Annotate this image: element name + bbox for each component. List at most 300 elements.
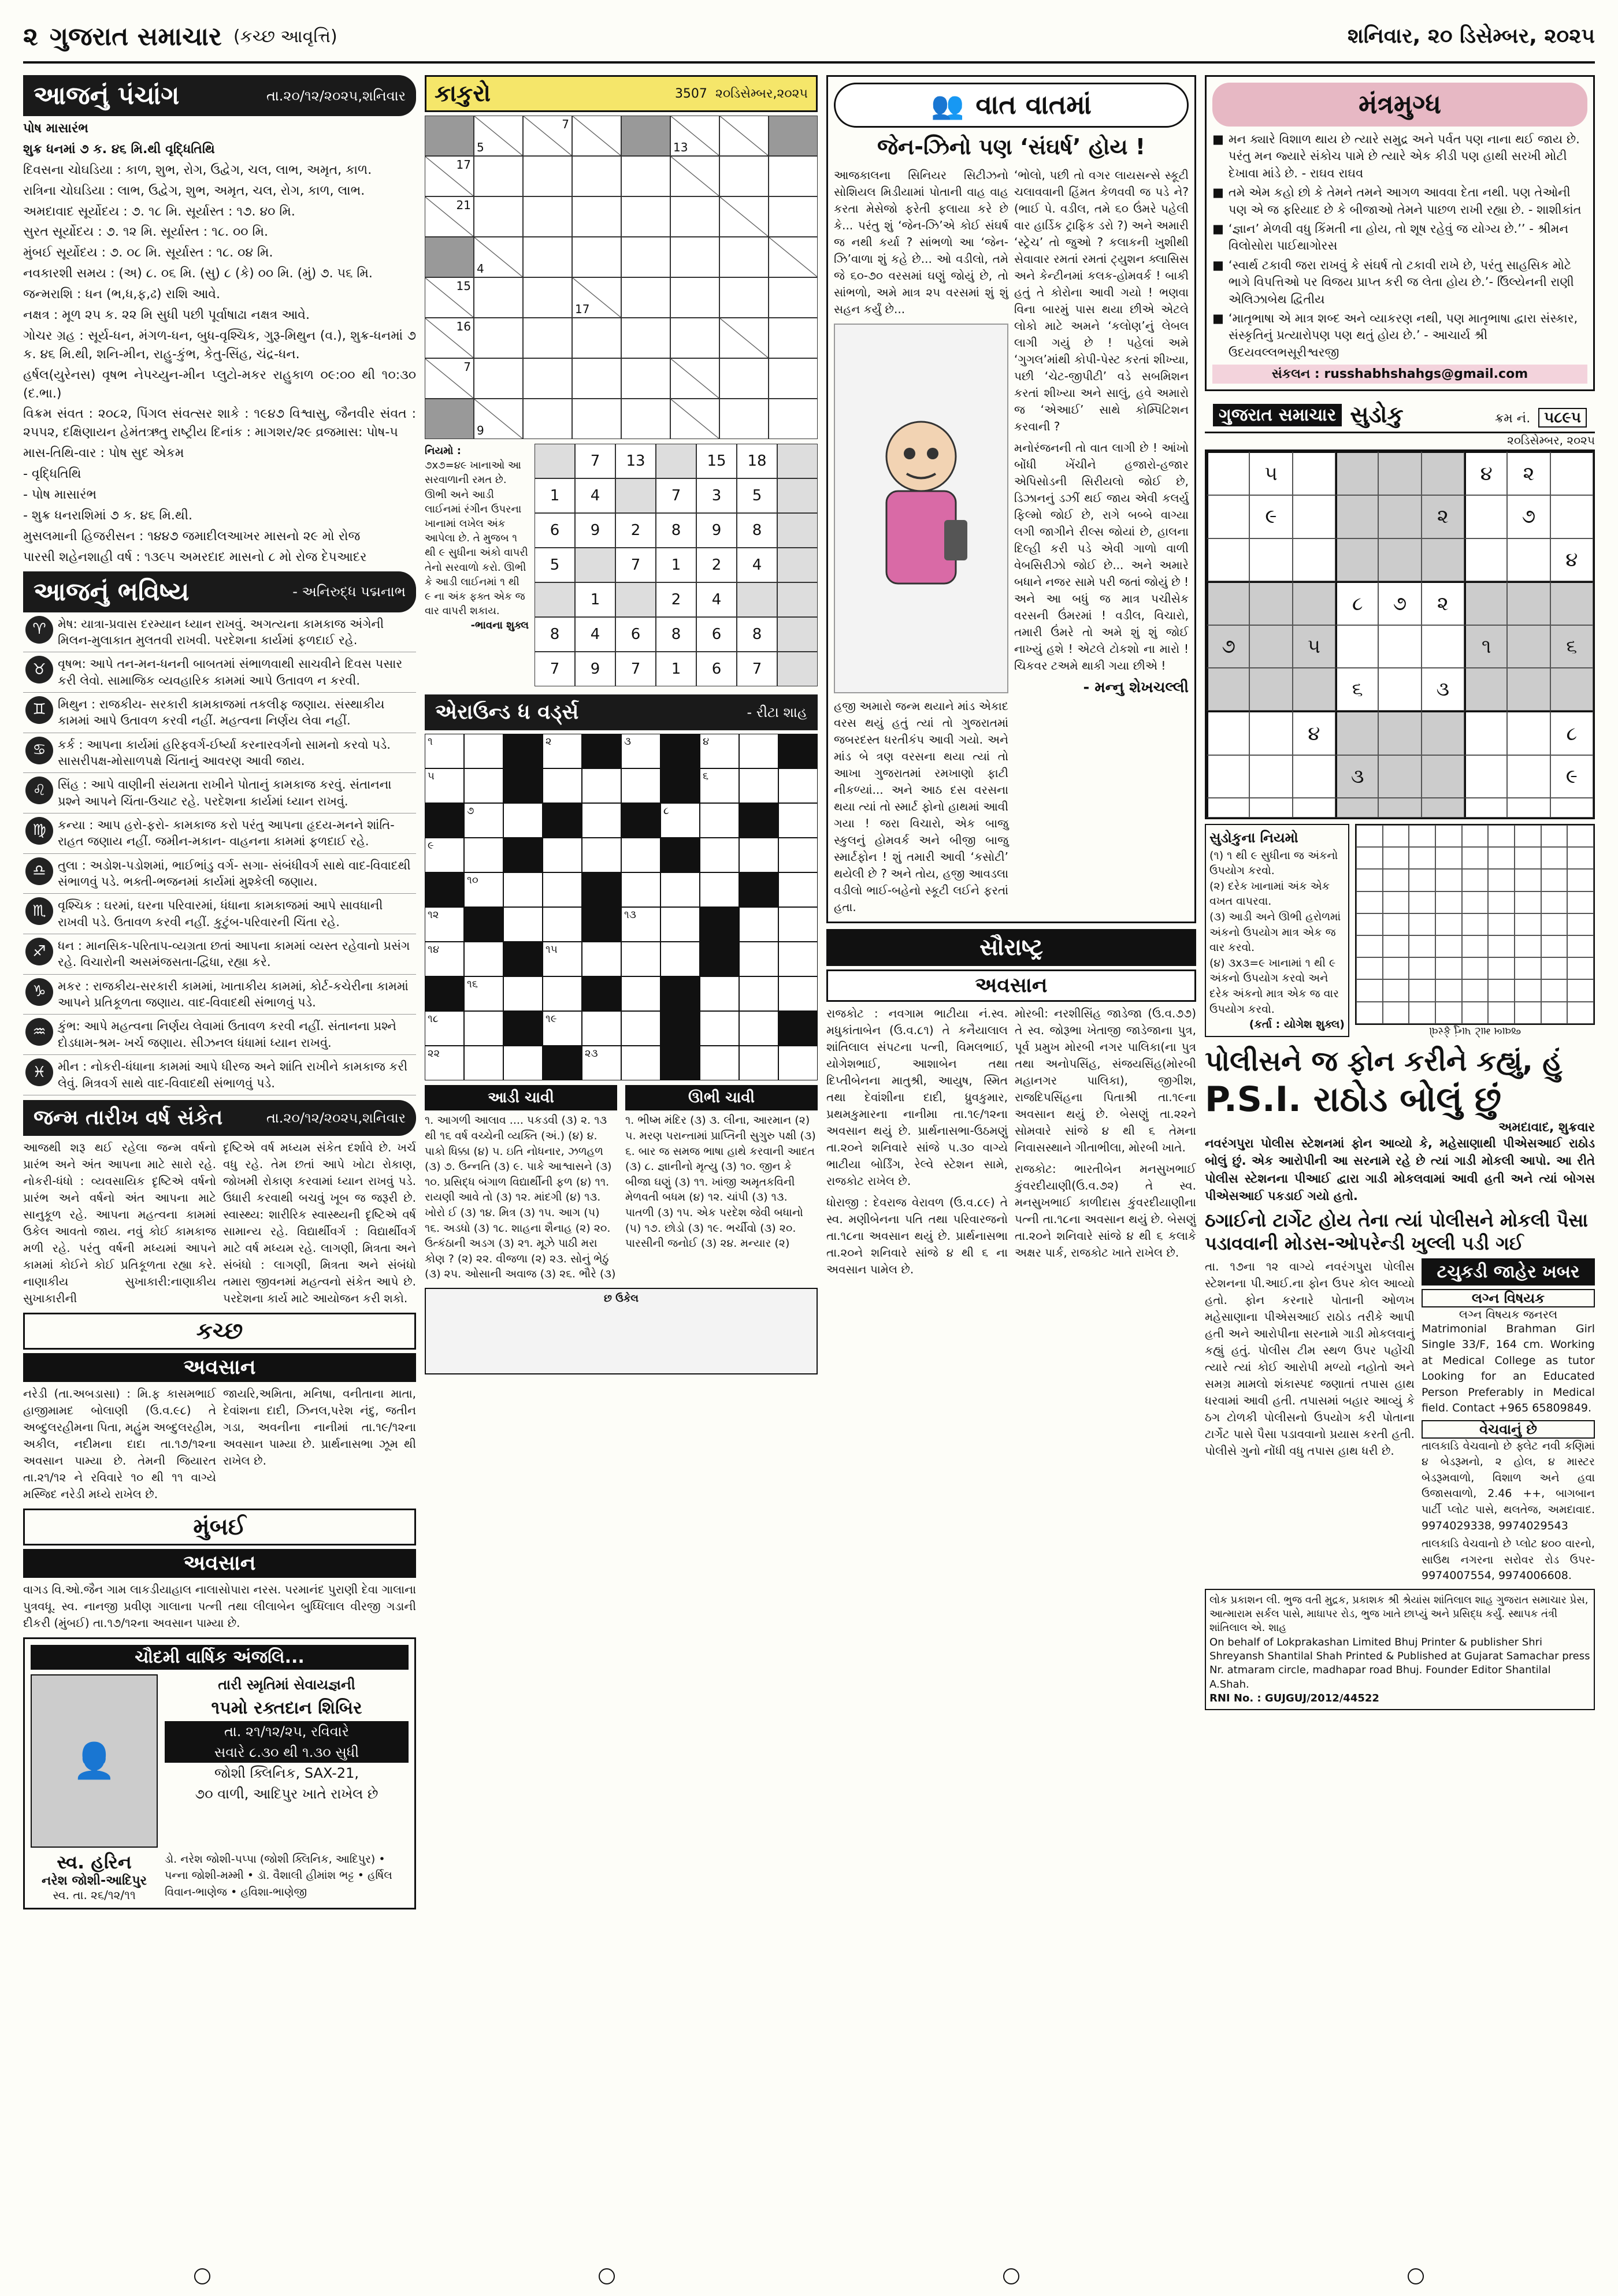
crossword-cell[interactable]: [621, 1046, 660, 1080]
crossword-cell[interactable]: [582, 942, 621, 976]
kakuro-cell: [523, 116, 572, 156]
sudoku-solution-cell: [1409, 979, 1435, 1001]
sudoku-cell[interactable]: ૬: [1550, 625, 1593, 668]
column-puzzles: [425, 75, 818, 2259]
crossword-number: ૧૨: [428, 909, 439, 921]
sudoku-cell[interactable]: [1207, 495, 1249, 538]
crossword-cell[interactable]: [503, 872, 543, 907]
kakuro-cell: [670, 399, 719, 439]
kakuro-cell[interactable]: [621, 237, 670, 277]
sudoku-cell[interactable]: [1249, 625, 1292, 668]
kakuro-cell[interactable]: [670, 277, 719, 318]
crossword-cell[interactable]: [700, 838, 739, 872]
sudoku-cell[interactable]: [1335, 495, 1378, 538]
crossword-cell[interactable]: [621, 907, 660, 942]
crossword-cell[interactable]: [464, 942, 503, 976]
sudoku-cell[interactable]: [1507, 798, 1550, 818]
crossword-cell[interactable]: [700, 734, 739, 768]
sudoku-cell[interactable]: [1464, 581, 1507, 625]
sudoku-cell[interactable]: ૨: [1422, 495, 1464, 538]
crossword-cell[interactable]: [621, 734, 660, 768]
sudoku-cell[interactable]: [1464, 538, 1507, 581]
crossword-number: ૧: [428, 735, 433, 748]
sudoku-cell[interactable]: [1507, 755, 1550, 798]
kakuro-cell[interactable]: [523, 277, 572, 318]
kakuro-cell[interactable]: [621, 399, 670, 439]
sudoku-cell[interactable]: [1464, 668, 1507, 711]
sudoku-solution-cell: [1383, 869, 1409, 891]
panchang-body: [23, 120, 416, 567]
crossword-cell[interactable]: [582, 803, 621, 838]
sudoku-cell[interactable]: [1335, 798, 1378, 818]
sudoku-cell[interactable]: ૯: [1550, 755, 1593, 798]
crossword-cell[interactable]: [543, 734, 582, 768]
crossword-cell[interactable]: [464, 734, 503, 768]
crossword-cell[interactable]: [621, 872, 660, 907]
sudoku-cell[interactable]: ૯: [1249, 495, 1292, 538]
horoscope-row: [23, 652, 416, 693]
birthday-header: [23, 1100, 416, 1136]
panchang-line: નવકારશી સમય : (અ) ૮. ૦૬ મિ. (સુ) ૮ (કે) ૦૦ મિ. (મું) ૭. ૫૬ મિ.: [23, 266, 373, 281]
sudoku-cell[interactable]: [1507, 581, 1550, 625]
kakuro-cell: [719, 318, 769, 358]
kakuro-cell[interactable]: [572, 358, 621, 399]
crossword-cell[interactable]: [700, 1046, 739, 1080]
kakuro-cell[interactable]: [523, 237, 572, 277]
classified-cat2: વેચવાનું છે: [1422, 1420, 1595, 1439]
kakuro-solution-cell: 5: [737, 478, 777, 513]
mantra-quote: [1212, 221, 1587, 255]
crossword-cell[interactable]: [425, 907, 464, 942]
crossword-cell[interactable]: [464, 768, 503, 803]
sudoku-cell[interactable]: [1378, 668, 1421, 711]
crossword-cell[interactable]: [739, 768, 778, 803]
crossword-cell[interactable]: [621, 838, 660, 872]
page-number: ૨: [23, 21, 38, 51]
kakuro-cell[interactable]: [474, 196, 523, 237]
crossword-cell[interactable]: [660, 803, 700, 838]
kakuro-solution-cell: 9: [696, 513, 737, 548]
imprint-rni: RNI No. : GUJGUJ/2012/44522: [1209, 1692, 1379, 1704]
kakuro-cell[interactable]: [474, 156, 523, 196]
kakuro-cell[interactable]: [769, 277, 818, 318]
kakuro-cell[interactable]: [769, 318, 818, 358]
kakuro-cell[interactable]: [769, 358, 818, 399]
kakuro-cell[interactable]: [719, 156, 769, 196]
crossword-cell[interactable]: [700, 1011, 739, 1046]
crossword-cell[interactable]: [543, 872, 582, 907]
sudoku-cell[interactable]: [1249, 711, 1292, 755]
sudoku-cell[interactable]: ૭: [1507, 495, 1550, 538]
kakuro-solution-cell: 7: [737, 652, 777, 686]
sudoku-cell[interactable]: [1378, 495, 1421, 538]
sudoku-cell[interactable]: [1422, 625, 1464, 668]
sudoku-cell[interactable]: [1293, 538, 1335, 581]
kakuro-cell[interactable]: [572, 156, 621, 196]
sudoku-header: [1205, 398, 1595, 433]
crossword-cell: [700, 942, 739, 976]
crossword-cell[interactable]: [739, 734, 778, 768]
crossword-cell[interactable]: [739, 838, 778, 872]
crossword-cell[interactable]: [464, 803, 503, 838]
sudoku-cell[interactable]: ૨: [1422, 581, 1464, 625]
sudoku-cell[interactable]: [1464, 798, 1507, 818]
down-clues: ૧. ભીષ્મ મંદિર (૩) ૩. લીના, આરમાન (૨) ૫. મરણ પરાન્તામાં પ્રાપ્તિની સુગુરુ પક્ષી (૩) ૬. બાર જ સમજ ભાષા હાથે કરવાની આદત (૩) ૮. જ્ઞાનીનો મૃત્યુ (૩) ૧૦. જીન કે બીજા ઘણું (૩) ૧૧. ખાંજી અમૃતકવિની મેળવતી બધમ (૪) ૧૨. ચાંપી (૩) ૧૩. પાતળી (૩) ૧૫. એક પરદેશ જેવી બધાનો (૫) ૧૭. છોડો (૩) ૧૯. ભર્ચીવો (૩) ૨૦. પારસીની જનોઈ (૩) ૨૪. મન્યાર (૨): [625, 1114, 816, 1250]
crossword-cell[interactable]: [621, 768, 660, 803]
sudoku-cell[interactable]: [1464, 711, 1507, 755]
crossword-cell[interactable]: [660, 942, 700, 976]
mantra-quote: [1212, 131, 1587, 182]
across-clues: ૧. આગળી આલાવ .... પકડવી (૩) ૨. ૧૩ થી ૧૬ વર્ષ વચ્ચેની વ્યક્તિ (અં.) (૪) ૪. પાકો ધિક્કા (૪) ૫. ઇતિ નોધનાર, ઝળહળ (૩) ૭. ઉન્નતિ (૩) ૯. પાકે આશ્વાસને (૩) ૧૦. પ્રસિદ્ધ બંગાળ વિદ્યાર્થીની ફળ (૪) ૧૧. રાયણી આવે તો (૩) ૧૨. માંદગી (૪) ૧૩. ખોરો ઈ (૩) ૧૪. મિત્ર (૩) ૧૫. આગ (૫) ૧૬. અડધો (૩) ૧૮. શાહના શૈનાહ (૨) ૨૦. ઉત્કંઠાની અડગ (૩) ૨૧. મૂઝે પાઠી મરા કોણ ? (૨) ૨૨. વીજળા (૨) ૨૩. સોનું ભેઠું (૩) ૨૫. ઓસાની અવાજ (૩) ૨૬. ભૌરે (૩): [425, 1114, 616, 1281]
around-author: - રીટા શાહ: [747, 704, 807, 720]
sudoku-cell[interactable]: [1464, 755, 1507, 798]
police-body: તા. ૧૭ના ૧૨ વાગ્યે નવરંગપુરા પોલીસ સ્ટેશનના પી.આઈ.ના ફોન ઉપર કોલ આવ્યો હતો. ફોન કરનારે પોતાની ઓળખ મહેસાણાના પીએસઆઈ રાઠોડ તરીકે આપી હતી અને આરોપીના સરનામે ગાડી મોકલવાનું કહ્યું હતું. પોલીસ ટીમ સ્થળ ઉપર પહોંચી ત્યારે ત્યાં કોઈ આરોપી મળ્યો નહોતો અને સમગ્ર મામલો શંકાસ્પદ જણાતાં તપાસ હાથ ધરવામાં આવી હતી. તપાસમાં બહાર આવ્યું કે ઠગ ટોળકી પોલીસનો ઉપયોગ કરી પોતાના ટાર્ગેટ પાસે પૈસા પડાવવાનો પ્રયાસ કરતી હતી. પોલીસે ગુનો નોંધી વધુ તપાસ હાથ ધરી છે.: [1205, 1259, 1415, 1458]
kakuro-cell[interactable]: [474, 318, 523, 358]
crossword-cell[interactable]: [660, 872, 700, 907]
sudoku-cell[interactable]: [1378, 798, 1421, 818]
sudoku-cell[interactable]: ૭: [1378, 581, 1421, 625]
kakuro-cell[interactable]: [769, 399, 818, 439]
sudoku-cell[interactable]: ૪: [1550, 538, 1593, 581]
kakuro-cell[interactable]: [474, 358, 523, 399]
tribute-name2: નરેશ જોશી-આદિપુર: [42, 1873, 147, 1888]
sudoku-solution-cell: [1462, 891, 1489, 913]
kakuro-cell: [474, 237, 523, 277]
crossword-cell[interactable]: [778, 768, 818, 803]
crossword-cell[interactable]: [700, 768, 739, 803]
kakuro-cell[interactable]: [572, 318, 621, 358]
sudoku-cell[interactable]: [1207, 581, 1249, 625]
horoscope-text: મેષ: યાત્રા-પ્રવાસ દરમ્યાન ધ્યાન રાખવું. અગત્યના કામકાજ અંગેની મિલન-મુલાકાત મુલતવી રાખવી. પરદેશના કાર્યમાં ફળદાઈ રહે.: [58, 616, 384, 647]
bullet-icon: ■: [1212, 311, 1224, 325]
kutch-body: [23, 1385, 416, 1503]
registration-mark-icon: [1408, 2268, 1424, 2284]
sudoku-solution-cell: [1356, 825, 1383, 847]
crossword-cell[interactable]: [582, 1011, 621, 1046]
sudoku-cell[interactable]: [1550, 495, 1593, 538]
crossword-number: ૧૬: [467, 978, 478, 990]
kakuro-clue-across: 7: [463, 360, 471, 374]
sudoku-cell[interactable]: [1378, 538, 1421, 581]
crossword-cell[interactable]: [425, 838, 464, 872]
classified-title: ટચુકડી જાહેર ખબર: [1422, 1258, 1595, 1286]
crossword-cell[interactable]: [464, 976, 503, 1011]
imprint: [1205, 1589, 1595, 1710]
sudoku-cell[interactable]: [1207, 668, 1249, 711]
crossword-cell[interactable]: [503, 1046, 543, 1080]
kakuro-cell[interactable]: [621, 318, 670, 358]
kakuro-cell[interactable]: [769, 156, 818, 196]
crossword-cell[interactable]: [425, 1046, 464, 1080]
kakuro-cell[interactable]: [769, 196, 818, 237]
classified-ad3: તાલકાડિ વેચવાનો છે પ્લોટ ૪૦૦ વારનો, સાઉથ નગરના સરોવર રોડ ઉપર- 9974007554, 9974006608.: [1422, 1537, 1595, 1582]
sudoku-solution-cell: [1541, 935, 1568, 957]
kakuro-solution-cell: [777, 548, 818, 582]
kakuro-solution-cell: [535, 444, 575, 478]
crossword-cell[interactable]: [464, 1011, 503, 1046]
kakuro-solution-cell: 4: [696, 582, 737, 617]
sudoku-cell[interactable]: [1550, 581, 1593, 625]
sudoku-cell[interactable]: [1249, 755, 1292, 798]
sudoku-cell[interactable]: ૪: [1464, 451, 1507, 495]
sudoku-cell[interactable]: ૩: [1422, 668, 1464, 711]
crossword-cell[interactable]: [543, 907, 582, 942]
tribute-subtitle: તારી સ્મૃતિમાં સેવાયજ્ઞની: [218, 1676, 355, 1693]
kakuro-cell[interactable]: [621, 156, 670, 196]
sudoku-cell[interactable]: [1507, 668, 1550, 711]
crossword-cell[interactable]: [700, 976, 739, 1011]
kakuro-solution-cell: 4: [575, 617, 615, 652]
sudoku-cell[interactable]: [1207, 798, 1249, 818]
sudoku-cell[interactable]: [1293, 668, 1335, 711]
sudoku-cell[interactable]: [1293, 451, 1335, 495]
classified-ad1: Matrimonial Brahman Girl Single 33/F, 164 cm. Working at Medical College as tutor Looking for an Educated Person Preferably in Medical field. Contact +965 65809849.: [1422, 1322, 1595, 1415]
kakuro-cell[interactable]: [572, 237, 621, 277]
sudoku-cell[interactable]: ૮: [1335, 581, 1378, 625]
sudoku-cell[interactable]: [1422, 711, 1464, 755]
crossword-cell: [582, 734, 621, 768]
sudoku-cell[interactable]: [1207, 755, 1249, 798]
horoscope-row: [23, 854, 416, 894]
kakuro-cell[interactable]: [670, 237, 719, 277]
crossword-cell[interactable]: [543, 976, 582, 1011]
crossword-cell[interactable]: [778, 976, 818, 1011]
crossword-cell[interactable]: [425, 942, 464, 976]
crossword-cell[interactable]: [543, 1011, 582, 1046]
crossword-cell[interactable]: [778, 838, 818, 872]
across-title: આડી ચાવી: [425, 1085, 617, 1110]
sudoku-cell[interactable]: [1507, 538, 1550, 581]
crossword-cell[interactable]: [503, 976, 543, 1011]
crossword-cell[interactable]: [778, 803, 818, 838]
crossword-cell[interactable]: [739, 942, 778, 976]
sudoku-cell[interactable]: [1464, 495, 1507, 538]
sudoku-cell[interactable]: [1507, 625, 1550, 668]
crossword-cell[interactable]: [700, 872, 739, 907]
panchang-line: સુરત સૂર્યોદય : ૭. ૧૨ મિ. સૂર્યાસ્ત : ૧૮. ૦૦ મિ.: [23, 225, 269, 240]
crossword-cell[interactable]: [503, 803, 543, 838]
sudoku-cell[interactable]: ૮: [1550, 711, 1593, 755]
sudoku-cell[interactable]: [1335, 711, 1378, 755]
crossword-cell: [425, 803, 464, 838]
crossword-cell[interactable]: [700, 803, 739, 838]
crossword-cell[interactable]: [660, 907, 700, 942]
saurashtra-d: રાજકોટ: ભારતીબેન મનસુખભાઈ કુંવરદીયાણી(ઉ.વ.૭૨) તે સ્વ. મનસુખભાઈ કાળીદાસ કુંવરદીયાણીના પત્ની તા.૧૮ના અવસાન થયું છે. બેસણું તા.૨૦ને શનિવારે સાંજે ૪ થી ૬ કલાકે અક્ષર પાર્ક, રાજકોટ ખાતે રાખેલ છે.: [1015, 1161, 1196, 1260]
kakuro-cell[interactable]: [523, 156, 572, 196]
crossword-cell[interactable]: [582, 838, 621, 872]
crossword-cell: [503, 838, 543, 872]
kakuro-solution-cell: [535, 582, 575, 617]
sudoku-cell[interactable]: [1422, 451, 1464, 495]
crossword-cell[interactable]: [425, 1011, 464, 1046]
kakuro-cell[interactable]: [621, 358, 670, 399]
crossword-cell[interactable]: [503, 907, 543, 942]
kakuro-cell[interactable]: [621, 196, 670, 237]
crossword-number: ૪: [703, 735, 710, 748]
sudoku-cell[interactable]: [1293, 755, 1335, 798]
sudoku-solution-cell: [1435, 935, 1462, 957]
sudoku-cell[interactable]: ૪: [1293, 711, 1335, 755]
kakuro-solution-cell: 8: [656, 513, 696, 548]
sudoku-cell[interactable]: [1293, 581, 1335, 625]
crossword-cell[interactable]: [778, 942, 818, 976]
kakuro-cell[interactable]: [719, 237, 769, 277]
kakuro-cell[interactable]: [621, 277, 670, 318]
sudoku-cell[interactable]: ૬: [1335, 668, 1378, 711]
horoscope-text: કુંભ: આપે મહત્વના નિર્ણય લેવામાં ઉતાવળ કરવી નહીં. સંતાનના પ્રશ્ને દોડધામ-શ્રમ- ખર્ચ જણાય. સીઝનલ ધંધામાં ધ્યાન રાખવું.: [58, 1019, 396, 1050]
sudoku-cell[interactable]: ૫: [1293, 625, 1335, 668]
sudoku-solution-cell: [1541, 869, 1568, 891]
kakuro-cell: [425, 237, 474, 277]
sudoku-cell[interactable]: [1293, 495, 1335, 538]
sudoku-cell[interactable]: [1422, 538, 1464, 581]
sudoku-cell[interactable]: [1378, 755, 1421, 798]
kakuro-solution: [535, 444, 818, 686]
sudoku-cell[interactable]: [1207, 538, 1249, 581]
kakuro-clue-down: 5: [477, 140, 484, 154]
sudoku-cell[interactable]: ૫: [1249, 451, 1292, 495]
sudoku-cell[interactable]: [1207, 451, 1249, 495]
kakuro-solution-cell: 1: [575, 582, 615, 617]
sudoku-cell[interactable]: [1378, 451, 1421, 495]
kakuro-cell[interactable]: [670, 318, 719, 358]
kakuro-solution-cell: 2: [615, 513, 656, 548]
sudoku-solution-cell: [1435, 825, 1462, 847]
sudoku-cell[interactable]: [1550, 451, 1593, 495]
kakuro-cell[interactable]: [719, 399, 769, 439]
sudoku-cell[interactable]: [1335, 625, 1378, 668]
kakuro-solution-cell: 4: [737, 548, 777, 582]
crossword-cell[interactable]: [425, 768, 464, 803]
crossword-number: ૩: [624, 735, 631, 748]
sudoku-solution-cell: [1541, 891, 1568, 913]
vaat-col4: હજી અમારો જન્મ થયાને માંડ એકાદ વરસ થયું હતું ત્યાં તો ગુજરાતમાં જબરદસ્ત ધરતીકંપ આવી ગયો. અને માંડ બે ત્રણ વરસના થયા ત્યાં તો આખા ગુજરાતમાં રમખાણો ફાટી નીકળ્યાં... અને આઠ દસ વરસના થયા ત્યાં તો સ્માર્ટ ફોનો હાથમાં આવી ગયા ! જરા વિચારો, એક બાજુ સ્કુલનું હોમવર્ક અને બીજી બાજુ સ્માર્ટફોન ! શું તમારી આવી ‘કસોટી’ થયેલી છે ? અને તોય, હજી આવડલા વડીલો ભાઈ-બહેનો સ્કૂટી લઈને ફરતાં હતા.: [834, 699, 1008, 914]
sudoku-cell[interactable]: [1422, 755, 1464, 798]
tribute-time: સવારે ૮.૩૦ થી ૧.૩૦ સુધી: [165, 1742, 409, 1763]
crossword-cell[interactable]: [425, 734, 464, 768]
sudoku-cell[interactable]: [1207, 711, 1249, 755]
police-story: [1205, 1044, 1595, 1710]
sudoku-cell[interactable]: [1335, 451, 1378, 495]
horoscope-text: મિથુન : રાજકીય- સરકારી કામકાજમાં તકલીફ જણાય. સંસ્થાકીય કામમાં આપે ઉતાવળ કરવી નહીં. મહત્વના નિર્ણય લેવા નહીં.: [58, 697, 385, 728]
sudoku-rules: [1209, 848, 1345, 1017]
zodiac-icon: ♏: [25, 897, 53, 925]
crossword-cell[interactable]: [778, 907, 818, 942]
sudoku-solution-cell: [1383, 979, 1409, 1001]
sudoku-solution-cell: [1462, 869, 1489, 891]
horoscope-list: [23, 612, 416, 1095]
saurashtra-sub: અવસાન: [826, 969, 1196, 1002]
tribute-ad: [23, 1637, 416, 1909]
sudoku-cell[interactable]: [1550, 668, 1593, 711]
kakuro-cell[interactable]: [719, 277, 769, 318]
sudoku-cell[interactable]: [1293, 798, 1335, 818]
kakuro-cell[interactable]: [670, 196, 719, 237]
crossword-number: ૯: [428, 839, 434, 852]
kakuro-cell: [474, 116, 523, 156]
crossword-cell[interactable]: [464, 838, 503, 872]
crossword-cell: [503, 768, 543, 803]
crossword-cell[interactable]: [543, 838, 582, 872]
kakuro-cell[interactable]: [523, 358, 572, 399]
sudoku-cell[interactable]: ૭: [1207, 625, 1249, 668]
kakuro-cell[interactable]: [523, 196, 572, 237]
sudoku-cell[interactable]: ૨: [1507, 451, 1550, 495]
mumbai-sub: અવસાન: [23, 1549, 416, 1578]
kakuro-cell[interactable]: [523, 318, 572, 358]
crossword-cell[interactable]: [621, 942, 660, 976]
kakuro-cell[interactable]: [474, 277, 523, 318]
crossword-cell[interactable]: [582, 1046, 621, 1080]
crossword-cell[interactable]: [778, 872, 818, 907]
sudoku-cell[interactable]: ૩: [1335, 755, 1378, 798]
sudoku-cell[interactable]: [1550, 798, 1593, 818]
crossword-number: ૧૩: [624, 909, 636, 921]
crossword-cell[interactable]: [739, 1046, 778, 1080]
horoscope-text: તુલા : અડોશ-પડોશમાં, ભાઈભાંડુ વર્ગ- સગા- સંબંધીવર્ગ સાથે વાદ-વિવાદથી સંભાળવું પડે. ભક્તી-ભજનમાં કાર્યમાં મુશ્કેલી જણાય.: [58, 858, 411, 889]
kakuro-cell: [719, 196, 769, 237]
police-subhead: ઠગાઈનો ટાર્ગેટ હોય તેના ત્યાં પોલીસને મોકલી પૈસા પડાવવાની મોડસ-ઓપરેન્ડી ખુલ્લી પડી ગઈ: [1205, 1209, 1589, 1254]
sudoku-cell[interactable]: [1378, 625, 1421, 668]
tribute-years: સ્વ. તા. ૨૬/૧૨/૧૧: [53, 1888, 136, 1902]
panchang-line: પોષ માસારંભ: [23, 121, 88, 136]
mantra-box: [1205, 75, 1595, 391]
paper-name: ગુજરાત સમાચાર: [49, 21, 222, 51]
crossword-cell: [503, 942, 543, 976]
sudoku-cell[interactable]: [1249, 581, 1292, 625]
kakuro-solution-cell: [737, 582, 777, 617]
sudoku-cell[interactable]: [1335, 538, 1378, 581]
sudoku-cell[interactable]: [1422, 798, 1464, 818]
crossword-cell[interactable]: [739, 907, 778, 942]
kakuro-cell[interactable]: [572, 196, 621, 237]
kakuro-cell: [670, 156, 719, 196]
crossword-cell[interactable]: [739, 976, 778, 1011]
sudoku-cell[interactable]: [1249, 538, 1292, 581]
panchang-line: રાત્રિના ચોઘડિયા : લાભ, ઉદ્વેગ, શુભ, અમૃત, ચલ, રોગ, કાળ, લાભ.: [23, 183, 365, 198]
crossword-cell[interactable]: [464, 872, 503, 907]
crossword-cell[interactable]: [739, 1011, 778, 1046]
crossword-cell[interactable]: [543, 942, 582, 976]
crossword-cell[interactable]: [778, 1046, 818, 1080]
crossword-cell: [425, 872, 464, 907]
mumbai-title: મુંબઈ: [23, 1509, 416, 1545]
saurashtra-a: રાજકોટ : નવગામ ભાટીયા નં.સ્વ. મધુકાંતાબેન (ઉ.વ.૮૧) તે કનૈયાલાલ શાંતિલાલ સંપટના પત્ની, વિમલભાઈ, યોગેશભાઈ, આશાબેન તથા દિપ્તીબેનના માતુશ્રી, આયુષ, સ્મિત તથા દેવાંશીના દાદી, ધ્રુવકુમાર, પ્રથમકુમારના નાનીમા તા.૧૯/૧૨ના અવસાન થયું છે. પ્રાર્થનાસભા-ઉઠમણું તા.૨૦ને શનિવારે સાંજે ૫.૩૦ વાગ્યે ભાટીયા બોર્ડિંગ, રેલ્વે સ્ટેશન સામે, રાજકોટ રાખેલ છે.: [826, 1006, 1008, 1188]
sudoku-cell[interactable]: [1249, 798, 1292, 818]
zodiac-icon: ♋: [25, 737, 53, 764]
crossword-cell[interactable]: [621, 1011, 660, 1046]
kakuro-cell[interactable]: [523, 399, 572, 439]
kakuro-solution-cell: 8: [535, 617, 575, 652]
kakuro-solution-cell: 7: [615, 548, 656, 582]
kakuro-cell[interactable]: [572, 399, 621, 439]
crossword-cell[interactable]: [621, 976, 660, 1011]
kutch-right: જાયરિ,અમિતા, મનિષા, વનીતાના માતા, દેવાંશના દાદી, ઝિનલ,પરેશ નંદુ, જતીન ગડા, અવનીના નાનીમાં તા.૧૯/૧૨ના અવસાન પામ્યા છે. પ્રાર્થનાસભા ઝૂમ થી રાખેલ છે.: [223, 1386, 416, 1467]
sudoku-cell[interactable]: [1507, 711, 1550, 755]
around-header: [425, 694, 818, 730]
sudoku-cell[interactable]: ૧: [1464, 625, 1507, 668]
crossword-cell[interactable]: [464, 1046, 503, 1080]
sudoku-cell[interactable]: [1378, 711, 1421, 755]
sudoku-solution-cell: [1356, 847, 1383, 869]
kakuro-cell[interactable]: [719, 358, 769, 399]
kakuro-solution-cell: 6: [615, 617, 656, 652]
crossword-cell: [660, 1011, 700, 1046]
sudoku-cell[interactable]: [1249, 668, 1292, 711]
crossword-cell[interactable]: [582, 768, 621, 803]
crossword-cell[interactable]: [543, 768, 582, 803]
crossword-cell: [739, 803, 778, 838]
